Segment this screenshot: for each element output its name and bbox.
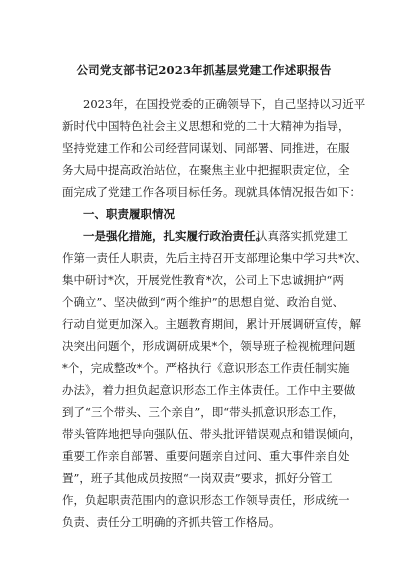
para1-lead: 一是强化措施，扎实履行政治责任。: [83, 229, 267, 243]
para1-lead-rest: 认真落实抓党建工: [256, 229, 348, 243]
document-title: 公司党支部书记2023年抓基层党建工作述职报告: [76, 63, 332, 77]
document-page: 公司党支部书记2023年抓基层党建工作述职报告 2023年，在国投党委的正确领导下，自己坚持以习近平 新时代中国特色社会主义思想和党的二十大精神为指导， 坚持党建工作和公司经营同谋划、同部署、同推进，在服 务大局中提高政治站位，在聚焦主业中把握职责定位，全 面完成了党建工作各项目标任务。现就具体情况报告如下： 一、职责履职情况 一是强化措施，扎实履行政治责任。 认真落实抓党建工 作第一责任人职责，先后主持召开支部理论集中学习共*次、 集中研讨*次，开展党性教育*次，公司上下忠诚拥护“两 个确立”、坚决做到“两个维护”的思想自觉、政治自觉、 行动自觉更加深入。主题教育期间，累计开展调研宣传，解 决突出问题个，形成调研成果*个，领导班子检视梳理问题 *个，完成整改*个。严格执行《意识形态工作责任制实施 办法》，着力担负起意识形态工作主体责任。工作中主要做 到了“三个带头、三个亲自”，即“带头抓意识形态工作， 带头管阵地把导向强队伍、带头批评错误观点和错误倾向， 重要工作亲自部署、重要问题亲自过问、重大事件亲自处 置”，班子其他成员按照“一岗双责”要求，抓好分管工 作，负起职责范围内的意识形态工作领导责任，形成统一 负责、责任分工明确的齐抓共管工作格局。: [0, 0, 408, 580]
